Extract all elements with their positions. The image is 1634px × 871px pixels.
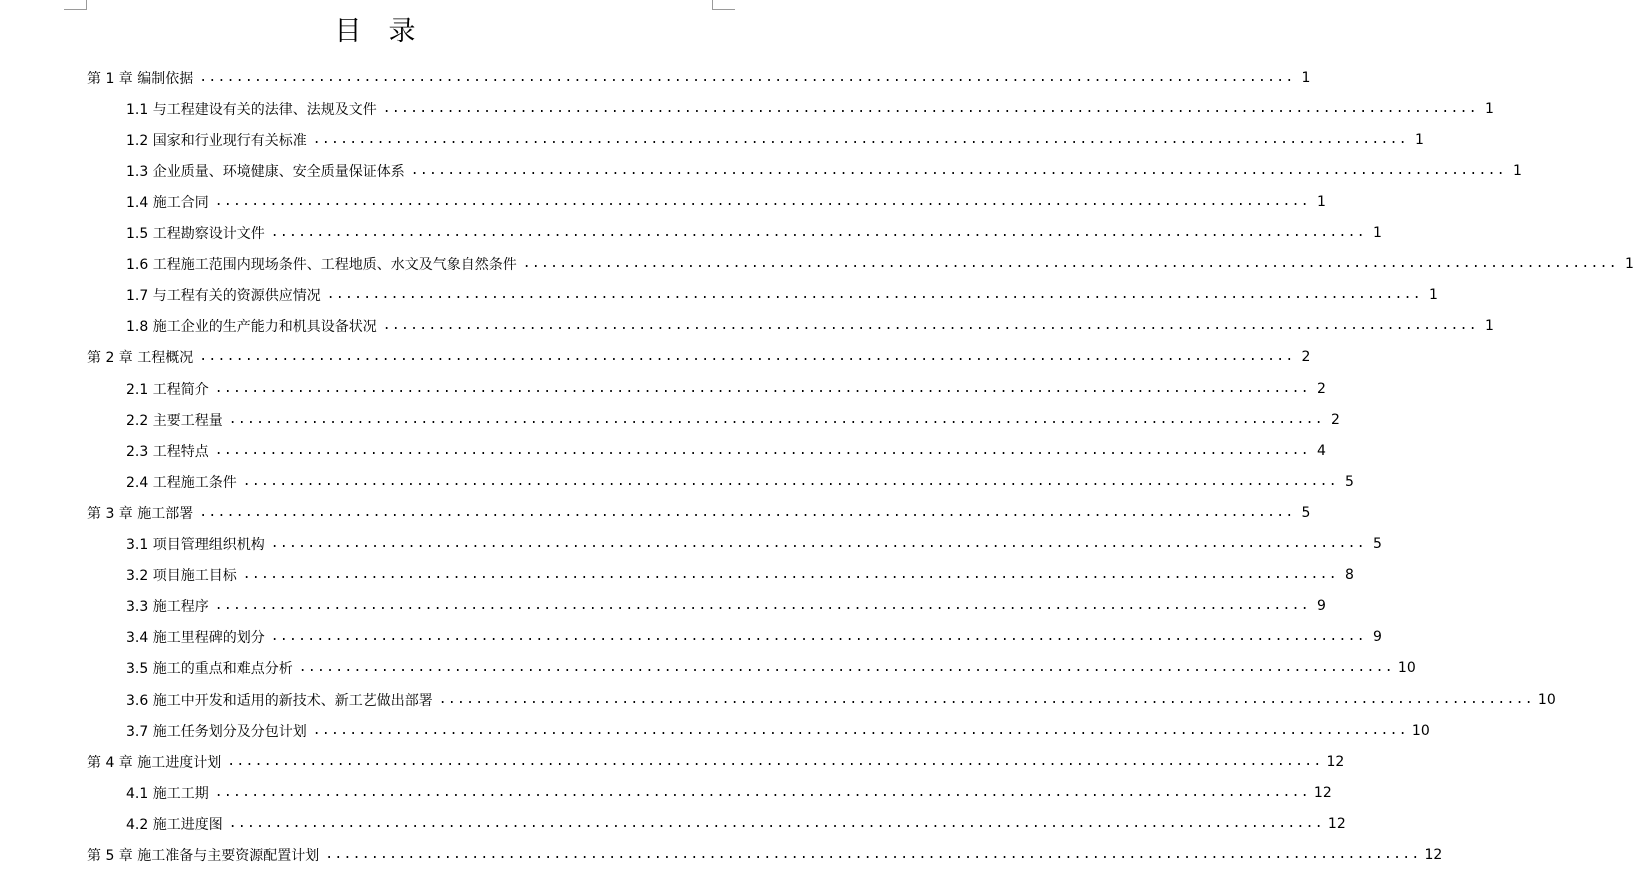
toc-entry-page-number: 9 — [1373, 629, 1382, 646]
toc-leader-dots: ........................................................................................................................ — [382, 318, 1478, 334]
toc-entry-page-number: 1 — [1429, 287, 1438, 304]
toc-entry-label: 第 5 章 施工准备与主要资源配置计划 — [87, 848, 320, 864]
toc-leader-dots: ........................................................................................................................ — [312, 722, 1408, 738]
toc-entry-page-number: 1 — [1317, 193, 1326, 210]
toc-leader-dots: ........................................................................................................................ — [270, 536, 1366, 551]
toc-entry-label: 第 1 章 编制依据 — [87, 70, 194, 87]
toc-section-entry[interactable] — [126, 186, 1326, 217]
toc-entry-label: 1.7 与工程有关的资源供应情况 — [126, 288, 321, 305]
toc-entry-page-number: 9 — [1317, 598, 1326, 615]
toc-entry-label: 3.5 施工的重点和难点分析 — [126, 661, 293, 678]
toc-leader-dots: ........................................................................................................................ — [438, 691, 1534, 707]
toc-leader-dots: ........................................................................................................................ — [410, 162, 1506, 178]
toc-entry-page-number: 5 — [1345, 473, 1354, 490]
toc-leader-dots: ........................................................................................................................ — [214, 598, 1310, 614]
toc-entry-page-number: 5 — [1301, 504, 1311, 521]
toc-chapter-entry[interactable] — [87, 497, 1311, 528]
toc-entry-page-number: 1 — [1485, 318, 1494, 335]
toc-leader-dots: ........................................................................................................................ — [199, 504, 1295, 520]
toc-leader-dots: ........................................................................................................................ — [214, 442, 1310, 458]
toc-entry-label: 第 3 章 施工部署 — [87, 505, 194, 522]
toc-leader-dots: ........................................................................................................................ — [199, 349, 1295, 365]
toc-entry-page-number: 1 — [1625, 256, 1634, 273]
toc-section-entry[interactable] — [126, 777, 1332, 808]
toc-chapter-entry[interactable] — [87, 840, 1443, 871]
toc-entry-page-number: 2 — [1317, 380, 1326, 397]
toc-entry-label: 1.6 工程施工范围内现场条件、工程地质、水文及气象自然条件 — [126, 257, 517, 274]
toc-section-entry[interactable] — [126, 560, 1354, 591]
toc-leader-dots: ........................................................................................................................ — [522, 256, 1618, 272]
toc-chapter-entry[interactable] — [87, 746, 1345, 777]
toc-entry-page-number: 12 — [1313, 784, 1332, 801]
toc-title: 目 录 — [334, 16, 416, 47]
toc-section-entry[interactable] — [126, 653, 1416, 684]
toc-leader-dots: ........................................................................................................................ — [199, 69, 1295, 85]
toc-entry-label: 1.4 施工合同 — [126, 194, 209, 211]
toc-section-entry[interactable] — [126, 373, 1326, 404]
toc-entry-page-number: 10 — [1397, 660, 1416, 677]
toc-entry-page-number: 2 — [1301, 349, 1311, 366]
toc-leader-dots: ........................................................................................................................ — [228, 815, 1324, 831]
toc-chapter-entry[interactable] — [87, 62, 1311, 93]
toc-entry-label: 3.3 施工程序 — [126, 599, 209, 616]
toc-entry-label: 2.4 工程施工条件 — [126, 474, 237, 491]
toc-entry-page-number: 10 — [1411, 722, 1430, 739]
toc-entry-page-number: 5 — [1373, 536, 1382, 552]
toc-entry-label: 3.7 施工任务划分及分包计划 — [126, 723, 307, 740]
toc-entry-label: 3.6 施工中开发和适用的新技术、新工艺做出部署 — [126, 692, 433, 709]
toc-section-entry[interactable] — [126, 280, 1438, 311]
toc-entry-label: 第 4 章 施工进度计划 — [87, 754, 222, 771]
toc-section-entry[interactable] — [126, 684, 1556, 715]
toc-section-entry[interactable] — [126, 249, 1634, 280]
toc-entry-label: 1.3 企业质量、环境健康、安全质量保证体系 — [126, 163, 405, 180]
toc-entry-label: 4.2 施工进度图 — [126, 816, 223, 833]
toc-entry-label: 3.2 项目施工目标 — [126, 568, 237, 585]
toc-leader-dots: ........................................................................................................................ — [214, 193, 1310, 209]
toc-entry-page-number: 2 — [1331, 411, 1340, 428]
toc-entry-page-number: 1 — [1513, 162, 1522, 179]
toc-entry-label: 3.1 项目管理组织机构 — [126, 537, 265, 553]
toc-section-entry[interactable] — [126, 622, 1382, 653]
toc-entry-label: 1.5 工程勘察设计文件 — [126, 226, 265, 242]
toc-entry-label: 3.4 施工里程碑的划分 — [126, 630, 265, 647]
toc-leader-dots: ........................................................................................................................ — [214, 380, 1310, 396]
toc-entry-label: 2.3 工程特点 — [126, 443, 209, 460]
toc-section-entry[interactable] — [126, 404, 1340, 435]
toc-section-entry[interactable] — [126, 435, 1326, 466]
toc-entry-page-number: 1 — [1373, 225, 1382, 241]
toc-leader-dots: ........................................................................................................................ — [270, 225, 1366, 240]
toc-section-entry[interactable] — [126, 311, 1494, 342]
toc-section-entry[interactable] — [126, 715, 1430, 746]
toc-section-entry[interactable] — [126, 124, 1424, 155]
toc-section-entry[interactable] — [126, 466, 1354, 497]
toc-leader-dots: ........................................................................................................................ — [382, 100, 1478, 116]
toc-section-entry[interactable] — [126, 93, 1494, 124]
toc-entry-page-number: 1 — [1301, 69, 1311, 86]
toc-entry-label: 2.1 工程简介 — [126, 381, 209, 398]
toc-leader-dots: ........................................................................................................................ — [312, 131, 1408, 147]
toc-leader-dots: ........................................................................................................................ — [270, 629, 1366, 645]
toc-chapter-entry[interactable] — [87, 342, 1311, 373]
toc-entry-label: 1.2 国家和行业现行有关标准 — [126, 132, 307, 149]
toc-leader-dots: ........................................................................................................................ — [242, 473, 1338, 489]
toc-section-entry[interactable] — [126, 218, 1382, 249]
toc-section-entry[interactable] — [126, 808, 1346, 839]
toc-entry-label: 第 2 章 工程概况 — [87, 350, 194, 367]
toc-leader-dots: ........................................................................................................................ — [242, 567, 1338, 583]
toc-section-entry[interactable] — [126, 155, 1522, 186]
toc-entry-label: 1.8 施工企业的生产能力和机具设备状况 — [126, 319, 377, 336]
toc-entry-page-number: 4 — [1317, 442, 1326, 459]
toc-leader-dots: ........................................................................................................................ — [326, 287, 1422, 303]
toc-entry-label: 4.1 施工工期 — [126, 785, 209, 802]
toc-leader-dots: ........................................................................................................................ — [325, 847, 1421, 862]
toc-leader-dots: ........................................................................................................................ — [227, 753, 1323, 769]
toc-leader-dots: ........................................................................................................................ — [214, 784, 1310, 800]
toc-leader-dots: ........................................................................................................................ — [298, 660, 1394, 676]
toc-entry-page-number: 12 — [1327, 815, 1346, 832]
toc-entry-page-number: 8 — [1345, 567, 1354, 584]
toc-section-entry[interactable] — [126, 529, 1382, 560]
toc-section-entry[interactable] — [126, 591, 1326, 622]
toc-entry-page-number: 1 — [1485, 100, 1494, 117]
toc-entry-page-number: 10 — [1537, 691, 1556, 708]
toc-entry-page-number: 1 — [1415, 131, 1424, 148]
toc-entry-page-number: 12 — [1424, 847, 1443, 863]
toc-entry-label: 2.2 主要工程量 — [126, 412, 223, 429]
toc-entry-label: 1.1 与工程建设有关的法律、法规及文件 — [126, 101, 377, 118]
toc-entry-page-number: 12 — [1326, 753, 1345, 770]
toc-leader-dots: ........................................................................................................................ — [228, 411, 1324, 427]
